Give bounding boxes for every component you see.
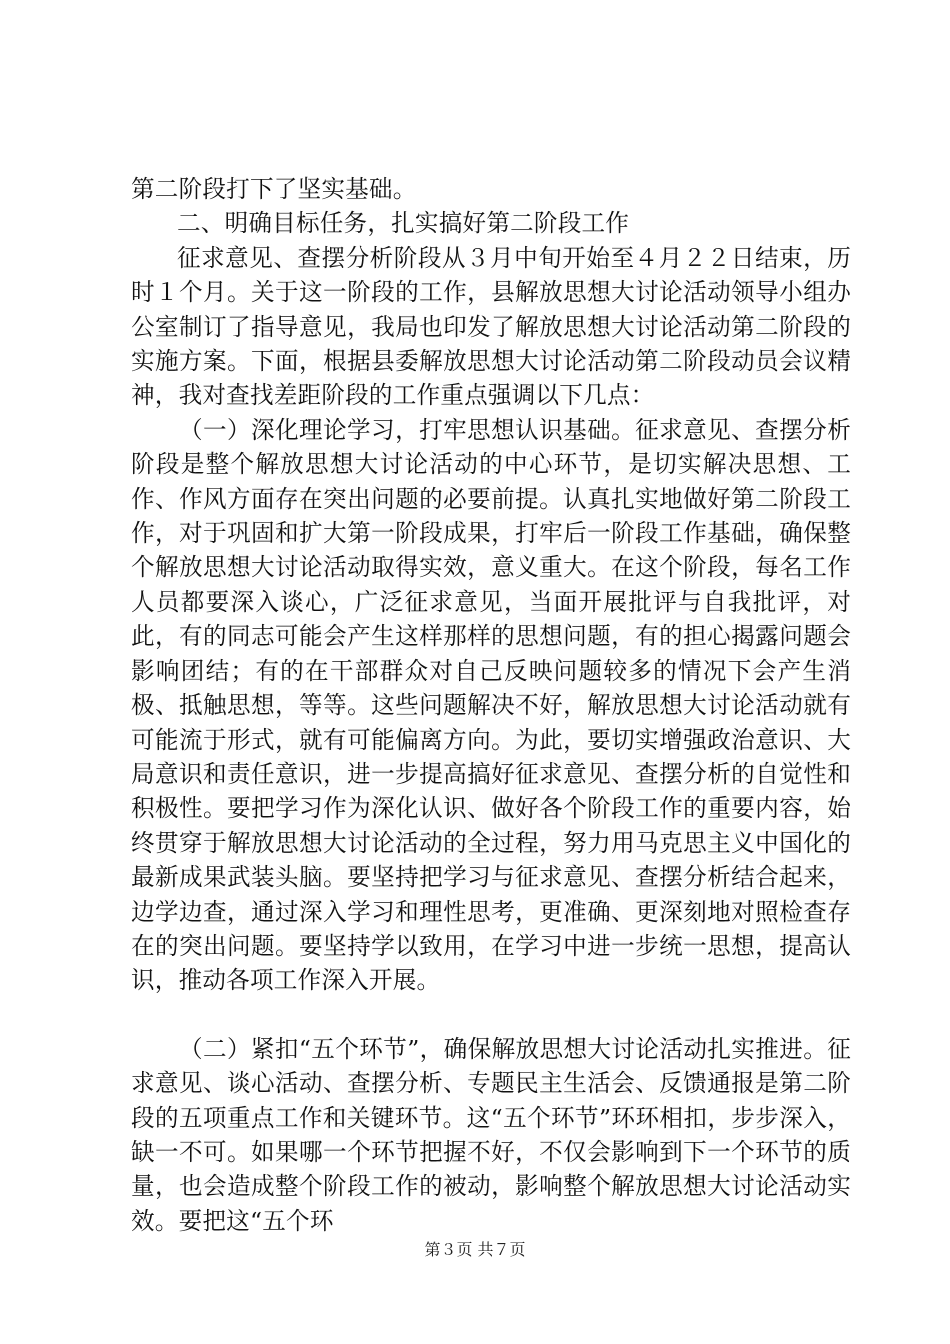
page-number-footer: 第３页 共７页 <box>424 1240 526 1259</box>
section-heading: 二、明确目标任务，扎实搞好第二阶段工作 <box>177 209 630 238</box>
paragraph-intro: 征求意见、查摆分析阶段从３月中旬开始至４月２２日结束，历时１个月。关于这一阶段的工作，县解放思想大讨论活动领导小组办公室制订了指导意见，我局也印发了解放思想大讨论活动第二阶段的实施方案。下面，根据县委解放思想大讨论活动第二阶段动员会议精神，我对查找差距阶段的工作重点强调以下几点： <box>131 243 851 410</box>
paragraph-point-one: （一）深化理论学习，打牢思想认识基础。征求意见、查摆分析阶段是整个解放思想大讨论活动的中心环节，是切实解决思想、工作、作风方面存在突出问题的必要前提。认真扎实地做好第二阶段工作，对于巩固和扩大第一阶段成果，打牢后一阶段工作基础，确保整个解放思想大讨论活动取得实效，意义重大。在这个阶段，每名工作人员都要深入谈心，广泛征求意见，当面开展批评与自我批评，对此，有的同志可能会产生这样那样的思想问题，有的担心揭露问题会影响团结；有的在干部群众对自己反映问题较多的情况下会产生消极、抵触思想，等等。这些问题解决不好，解放思想大讨论活动就有可能流于形式，就有可能偏离方向。为此，要切实增强政治意识、大局意识和责任意识，进一步提高搞好征求意见、查摆分析的自觉性和积极性。要把学习作为深化认识、做好各个阶段工作的重要内容，始终贯穿于解放思想大讨论活动的全过程，努力用马克思主义中国化的最新成果武装头脑。要坚持把学习与征求意见、查摆分析结合起来，边学边查，通过深入学习和理性思考，更准确、更深刻地对照检查存在的突出问题。要坚持学以致用，在学习中进一步统一思想，提高认识，推动各项工作深入开展。 <box>131 415 851 995</box>
paragraph-point-two: （二）紧扣“五个环节”，确保解放思想大讨论活动扎实推进。征求意见、谈心活动、查摆分析、专题民主生活会、反馈通报是第二阶段的五项重点工作和关键环节。这“五个环节”环环相扣，步步深入，缺一不可。如果哪一个环节把握不好，不仅会影响到下一个环节的质量，也会造成整个阶段工作的被动，影响整个解放思想大讨论活动实效。要把这“五个环 <box>131 1034 851 1235</box>
paragraph-continuation: 第二阶段打下了坚实基础。 <box>131 175 417 203</box>
document-body <box>131 172 851 1238</box>
